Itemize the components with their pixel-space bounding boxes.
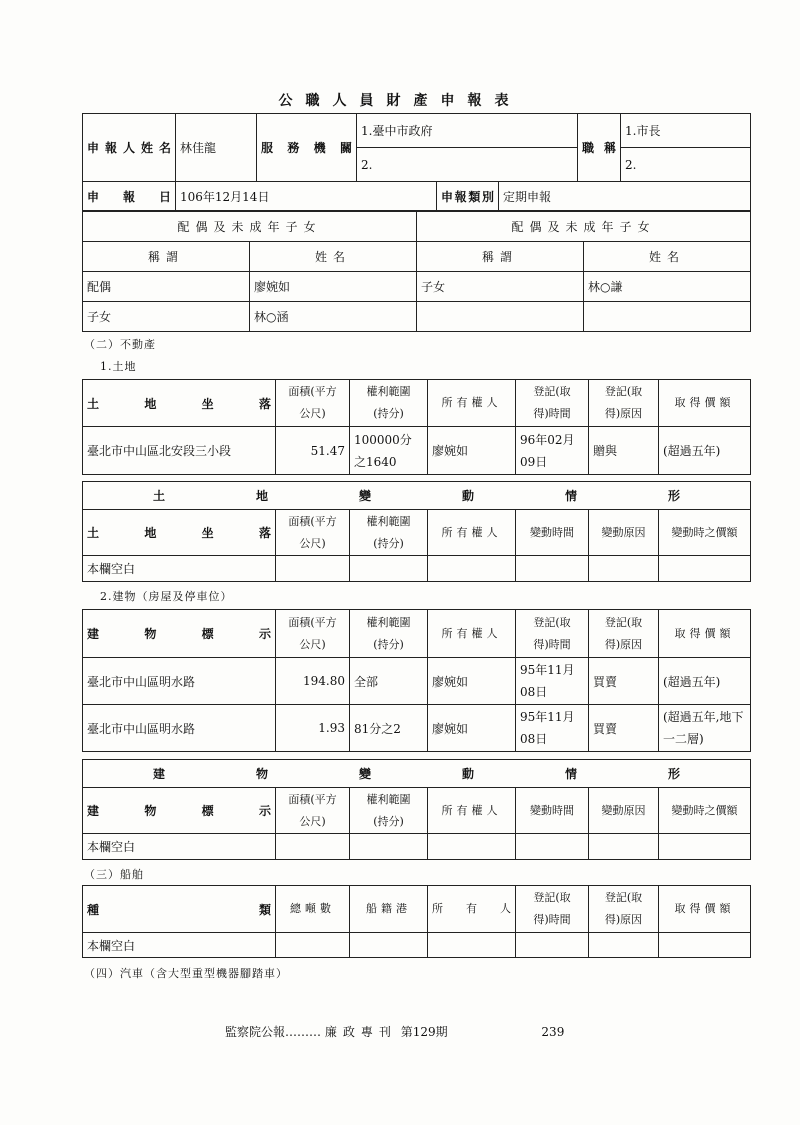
building-change-title: 建物變動情形 <box>83 760 751 788</box>
applicant-name: 林佳龍 <box>176 114 257 182</box>
owner-header: 所有權人 <box>428 610 516 658</box>
reg-reason-header: 登記(取 得)原因 <box>589 886 659 933</box>
family-name: 林○涵 <box>250 302 417 332</box>
building-area: 1.93 <box>276 705 350 752</box>
position-2: 2. <box>621 148 751 182</box>
building-scope: 全部 <box>350 658 428 705</box>
building-table <box>82 609 751 752</box>
area-header: 面積(平方 公尺) <box>276 610 350 658</box>
reg-time-header: 登記(取 得)時間 <box>516 886 589 933</box>
port-header: 船籍港 <box>350 886 428 933</box>
family-relation: 子女 <box>83 302 250 332</box>
land-area: 51.47 <box>276 427 350 475</box>
reg-time-header: 登記(取 得)時間 <box>516 610 589 658</box>
building-scope: 81分之2 <box>350 705 428 752</box>
date-label: 申報日 <box>83 182 176 211</box>
document-title: 公職人員財產申報表 <box>278 93 522 109</box>
ships-table <box>82 885 751 958</box>
ships-heading: （三）船舶 <box>84 868 144 881</box>
building-change-empty: 本欄空白 <box>83 834 276 860</box>
building-change-table <box>82 759 751 860</box>
land-price: (超過五年) <box>659 427 751 475</box>
change-time-header: 變動時間 <box>516 788 589 834</box>
land-location: 臺北市中山區北安段三小段 <box>83 427 276 475</box>
building-owner: 廖婉如 <box>428 658 516 705</box>
land-owner: 廖婉如 <box>428 427 516 475</box>
family-row <box>83 302 751 332</box>
building-time: 95年11月08日 <box>516 658 589 705</box>
change-price-header: 變動時之價額 <box>659 788 751 834</box>
land-location-header: 土地坐落 <box>83 510 276 556</box>
reg-time-header: 登記(取 得)時間 <box>516 380 589 427</box>
family-col-relation: 稱謂 <box>83 242 250 272</box>
family-relation: 配偶 <box>83 272 250 302</box>
building-location: 臺北市中山區明水路 <box>83 705 276 752</box>
declaration-type: 定期申報 <box>499 182 751 211</box>
land-location-header: 土地坐落 <box>83 380 276 427</box>
reg-reason-header: 登記(取 得)原因 <box>589 610 659 658</box>
area-header: 面積(平方 公尺) <box>276 510 350 556</box>
building-reason: 買賣 <box>589 705 659 752</box>
issue-number: 第129期 <box>400 1025 448 1039</box>
agency-2: 2. <box>357 148 578 182</box>
building-location-header: 建物標示 <box>83 788 276 834</box>
owner-header: 所有權人 <box>428 510 516 556</box>
ship-owner-header: 所有人 <box>428 886 516 933</box>
scope-header: 權利範圍 (持分) <box>350 380 428 427</box>
issue-name: 廉政專刊 <box>324 1025 397 1039</box>
owner-header: 所有權人 <box>428 788 516 834</box>
agency-1: 1.臺中市政府 <box>357 114 578 148</box>
ship-type-header: 種類 <box>83 886 276 933</box>
scope-header: 權利範圍 (持分) <box>350 510 428 556</box>
building-row <box>83 705 751 752</box>
page-number: 239 <box>541 1025 565 1039</box>
position-1: 1.市長 <box>621 114 751 148</box>
scope-header: 權利範圍 (持分) <box>350 788 428 834</box>
building-area: 194.80 <box>276 658 350 705</box>
family-section-right: 配偶及未成年子女 <box>417 212 751 242</box>
family-relation: 子女 <box>417 272 584 302</box>
land-table <box>82 379 751 475</box>
building-row <box>83 658 751 705</box>
agency-label: 服務機關 <box>257 114 357 182</box>
building-owner: 廖婉如 <box>428 705 516 752</box>
vehicles-heading: （四）汽車（含大型重型機器腳踏車） <box>84 967 288 980</box>
change-price-header: 變動時之價額 <box>659 510 751 556</box>
applicant-name-label: 申報人姓名 <box>83 114 176 182</box>
family-col-name: 姓名 <box>584 242 751 272</box>
building-heading: 2.建物（房屋及停車位） <box>100 590 233 603</box>
area-header: 面積(平方 公尺) <box>276 788 350 834</box>
change-reason-header: 變動原因 <box>589 510 659 556</box>
building-price: (超過五年,地下一二層) <box>659 705 751 752</box>
land-change-empty: 本欄空白 <box>83 556 276 582</box>
price-header: 取得價額 <box>659 610 751 658</box>
building-time: 95年11月08日 <box>516 705 589 752</box>
land-row <box>83 427 751 475</box>
land-reason: 贈與 <box>589 427 659 475</box>
family-section-left: 配偶及未成年子女 <box>83 212 417 242</box>
family-row <box>83 272 751 302</box>
land-change-table <box>82 481 751 582</box>
building-location: 臺北市中山區明水路 <box>83 658 276 705</box>
land-scope: 100000分之1640 <box>350 427 428 475</box>
owner-header: 所有權人 <box>428 380 516 427</box>
land-heading: 1.土地 <box>100 360 137 373</box>
family-col-relation: 稱謂 <box>417 242 584 272</box>
price-header: 取得價額 <box>659 380 751 427</box>
change-reason-header: 變動原因 <box>589 788 659 834</box>
price-header: 取得價額 <box>659 886 751 933</box>
family-name <box>584 302 751 332</box>
applicant-table <box>82 113 751 211</box>
land-time: 96年02月09日 <box>516 427 589 475</box>
land-change-title: 土地變動情形 <box>83 482 751 510</box>
tonnage-header: 總噸數 <box>276 886 350 933</box>
ships-empty: 本欄空白 <box>83 933 276 958</box>
scope-header: 權利範圍 (持分) <box>350 610 428 658</box>
type-label: 申報類別 <box>437 182 499 211</box>
area-header: 面積(平方 公尺) <box>276 380 350 427</box>
publication-name: 監察院公報 <box>225 1025 286 1039</box>
declaration-date: 106年12月14日 <box>176 182 437 211</box>
building-price: (超過五年) <box>659 658 751 705</box>
change-time-header: 變動時間 <box>516 510 589 556</box>
family-name: 林○謙 <box>584 272 751 302</box>
position-label: 職稱 <box>578 114 621 182</box>
family-table <box>82 211 751 332</box>
footer-dots: ……… <box>285 1025 322 1039</box>
building-reason: 買賣 <box>589 658 659 705</box>
page-footer <box>225 1023 564 1040</box>
real-estate-heading: （二）不動產 <box>84 338 156 351</box>
building-location-header: 建物標示 <box>83 610 276 658</box>
family-name: 廖婉如 <box>250 272 417 302</box>
reg-reason-header: 登記(取 得)原因 <box>589 380 659 427</box>
family-relation <box>417 302 584 332</box>
family-col-name: 姓名 <box>250 242 417 272</box>
